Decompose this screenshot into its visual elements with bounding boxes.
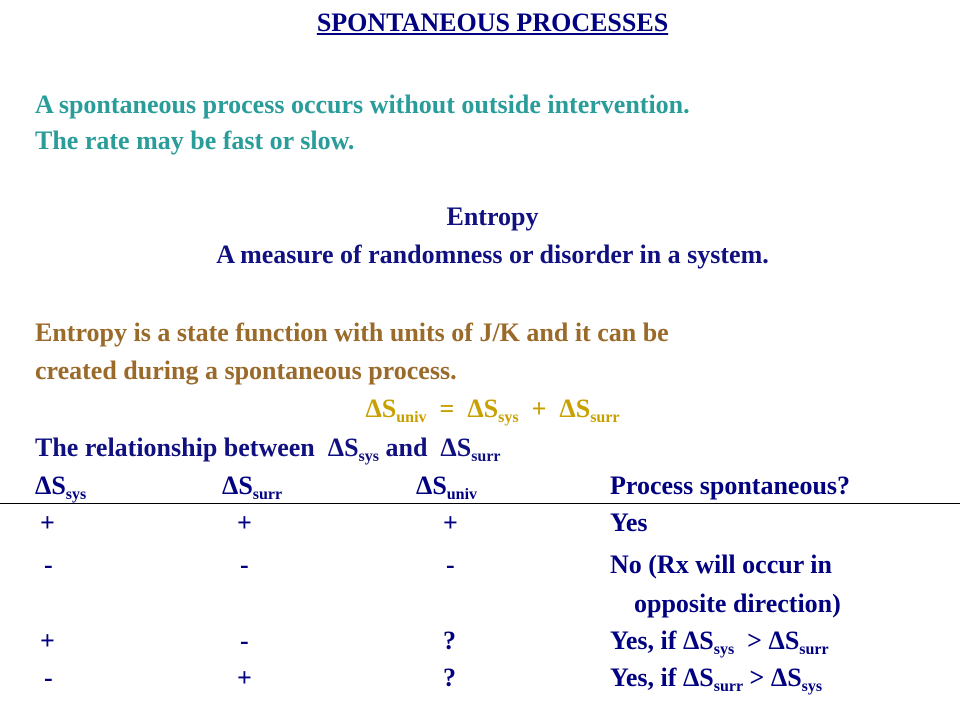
header-delta-s-sys: $\Delta S_{sys}$ — [35, 471, 87, 503]
header-process-spontaneous: Process spontaneous? — [610, 471, 851, 500]
state-function-line-2: created during a spontaneous process. — [35, 356, 457, 385]
row-2-surr: - — [240, 550, 249, 579]
row-2-univ: - — [446, 550, 455, 579]
equals-sign: = — [439, 394, 455, 423]
row-3-univ: ? — [443, 626, 456, 655]
page-title: SPONTANEOUS PROCESSES — [316, 8, 669, 37]
header-delta-s-surr: $\Delta S_{surr}$ — [222, 471, 283, 503]
state-function-line-1: Entropy is a state function with units of J/K and it can be — [35, 318, 669, 347]
row-4-sys: - — [44, 663, 53, 692]
intro-line-1: A spontaneous process occurs without outside intervention. — [35, 90, 690, 119]
relationship-line: The relationship between $\Delta S_{sys}$ and $\Delta S_{surr}$ — [35, 433, 501, 465]
row-3-sys: + — [40, 626, 55, 655]
row-3-result: Yes, if $\Delta S_{sys} > \Delta S_{surr}$ — [610, 626, 829, 658]
row-4-surr: + — [237, 663, 252, 692]
row-3-surr: - — [240, 626, 249, 655]
row-1-surr: + — [237, 508, 252, 537]
table-divider — [0, 503, 960, 504]
row-1-sys: + — [40, 508, 55, 537]
header-delta-s-univ: $\Delta S_{univ}$ — [416, 471, 478, 503]
delta-symbol: Δ — [559, 394, 576, 423]
row-1-univ: + — [443, 508, 458, 537]
delta-symbol: Δ — [365, 394, 382, 423]
row-1-result: Yes — [610, 508, 648, 537]
row-4-univ: ? — [443, 663, 456, 692]
delta-symbol: Δ — [467, 394, 484, 423]
delta-symbol: Δ — [440, 433, 457, 462]
entropy-definition: A measure of randomness or disorder in a system. — [216, 240, 769, 269]
delta-symbol: Δ — [327, 433, 345, 462]
row-2-result: No (Rx will occur in — [610, 550, 832, 579]
intro-line-2: The rate may be fast or slow. — [35, 126, 355, 155]
row-2-sys: - — [44, 550, 53, 579]
row-2-result-continued: opposite direction) — [634, 589, 841, 618]
entropy-heading: Entropy — [446, 202, 539, 231]
plus-sign: + — [531, 394, 547, 423]
entropy-equation: $\Delta S_{univ} = \Delta S_{sys} + \Delta S_{surr}$ — [365, 394, 620, 426]
row-4-result: Yes, if $\Delta S_{surr} > \Delta S_{sys}$ — [610, 663, 823, 695]
